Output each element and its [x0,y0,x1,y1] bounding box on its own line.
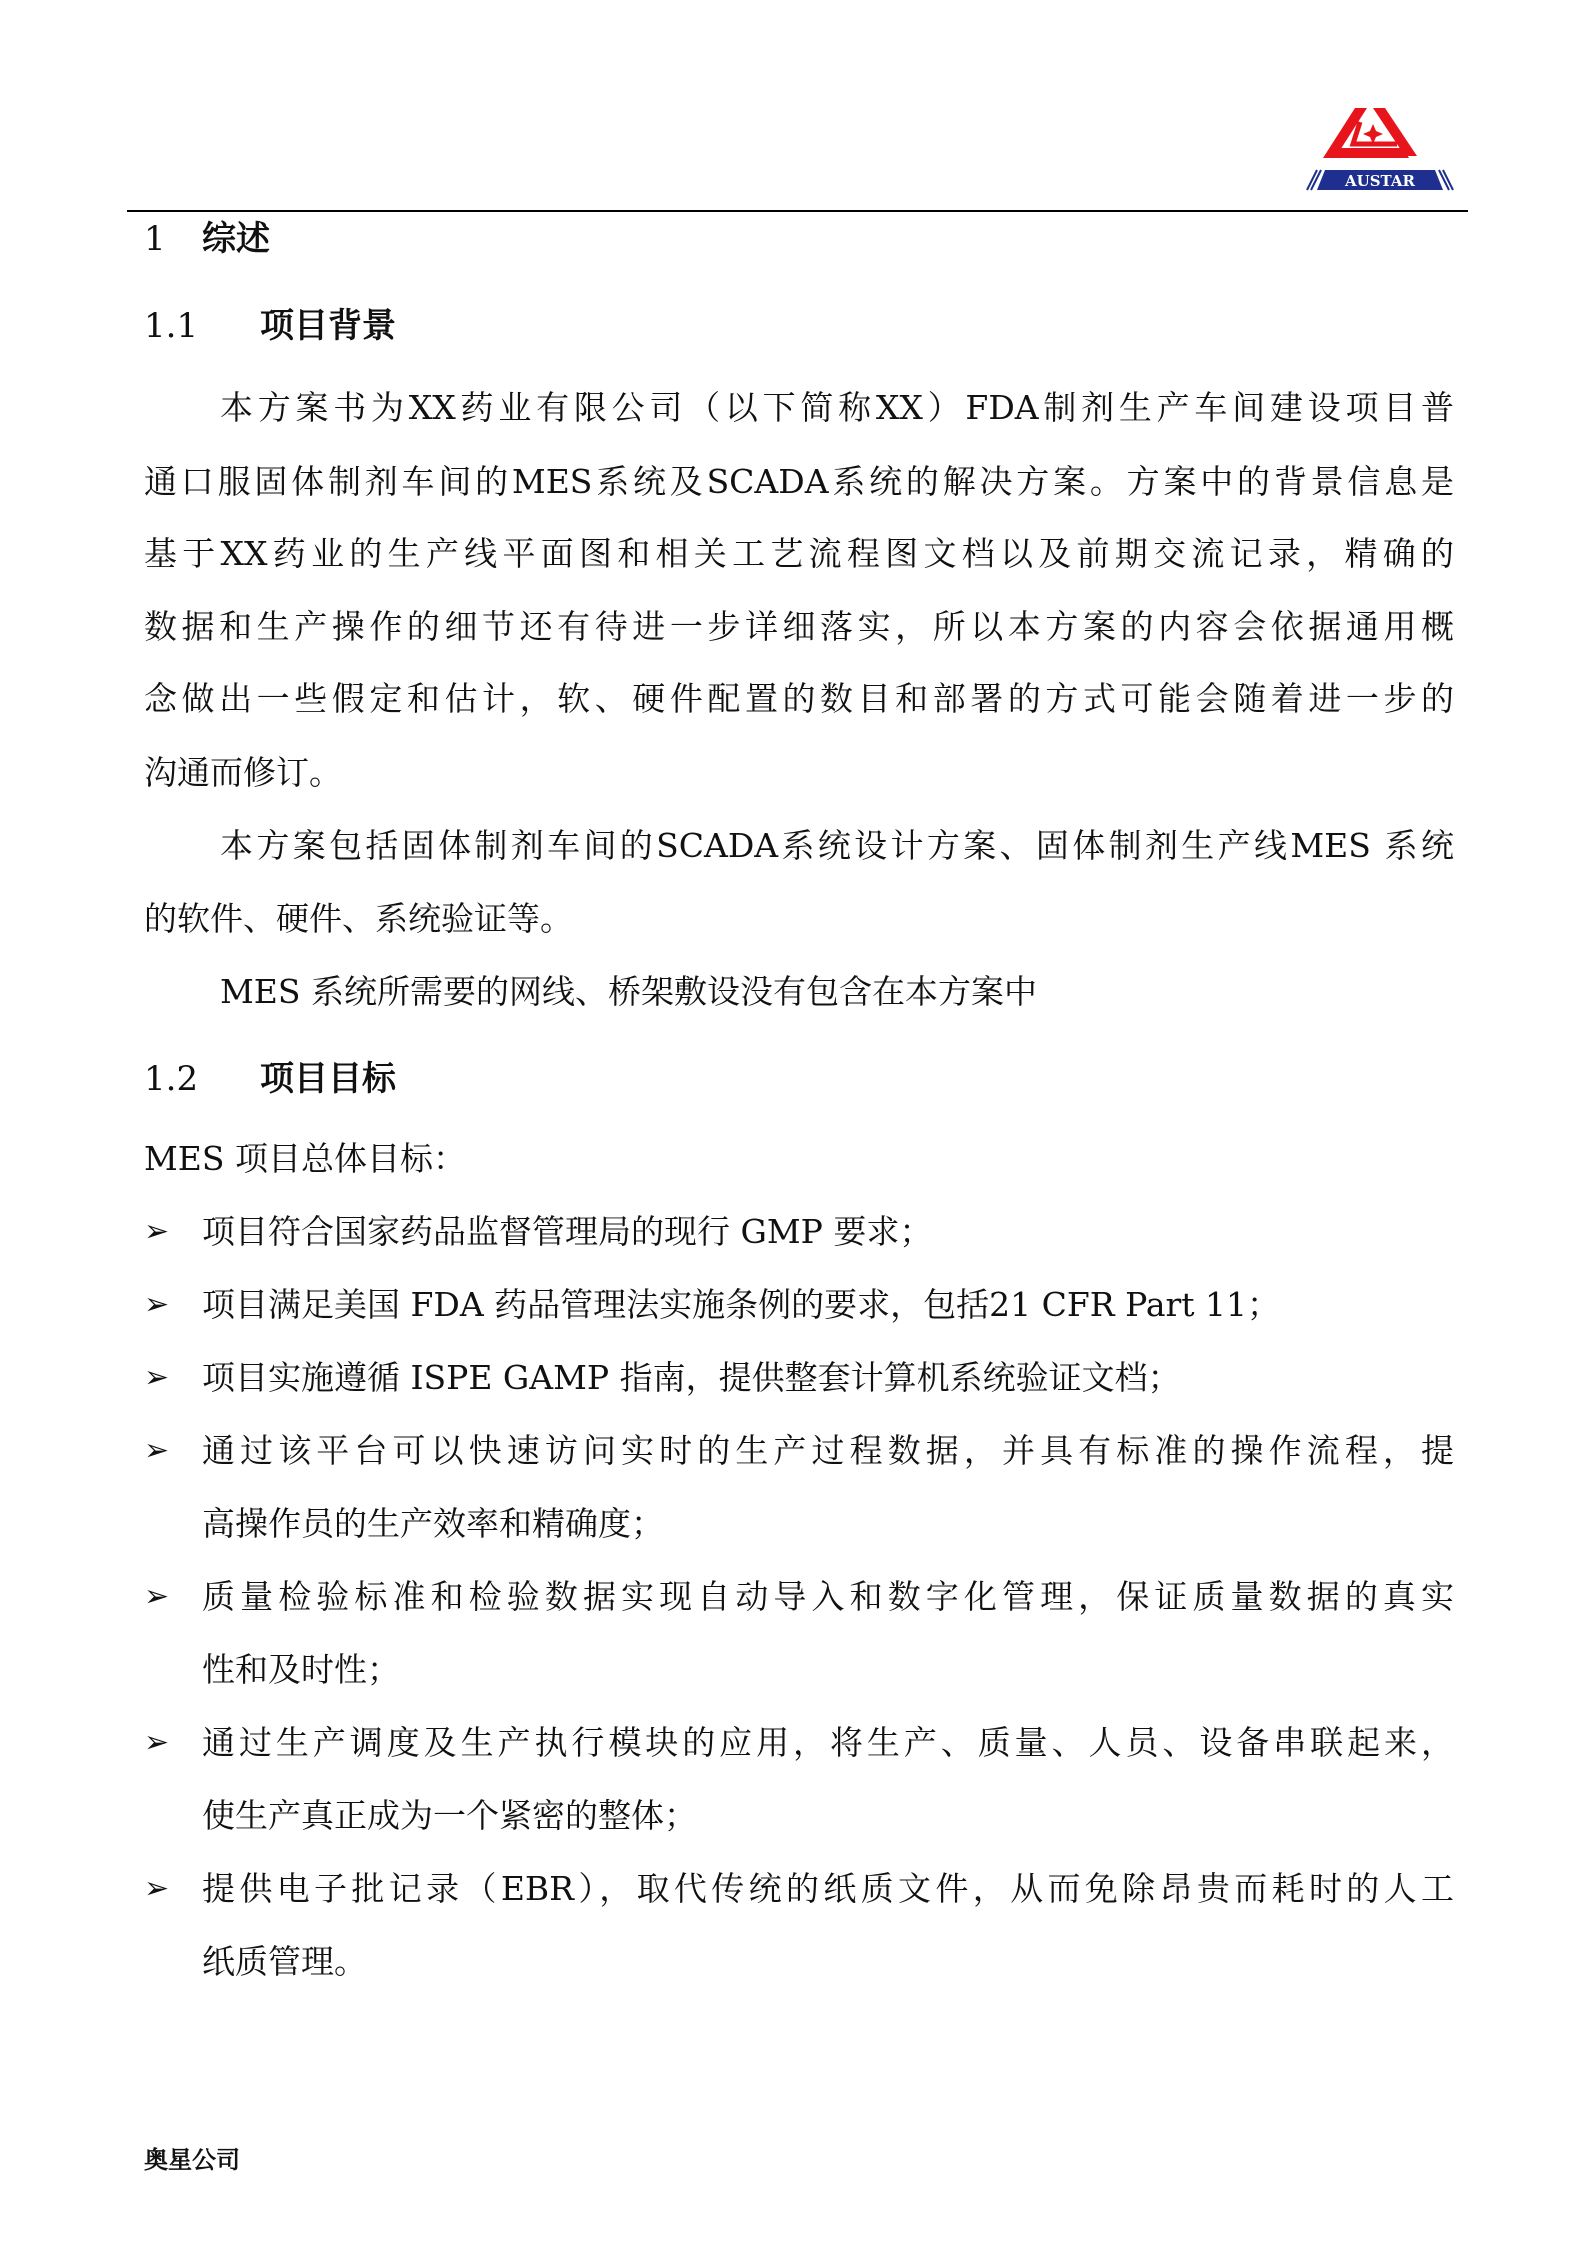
para1-line: 念做出一些假定和估计，软、硬件配置的数目和部署的方式可能会随着进一步的 [144,679,1454,718]
arrow-bullet-icon: ➢ [144,1433,170,1468]
bullet-text: 质量检验标准和检验数据实现自动导入和数字化管理，保证质量数据的真实 [202,1577,1454,1616]
heading-number: 1 [144,219,166,259]
heading-title: 综述 [202,219,270,259]
heading-1-2 [144,1059,1454,1099]
bullet-text-continued: 性和及时性； [202,1650,400,1689]
bullet-text: 提供电子批记录（EBR），取代传统的纸质文件，从而免除昂贵而耗时的人工 [202,1869,1454,1908]
arrow-bullet-icon: ➢ [144,1871,170,1906]
heading-number: 1.2 [144,1059,199,1099]
para1-line: 基于XX药业的生产线平面图和相关工艺流程图文档以及前期交流记录，精确的 [144,534,1454,573]
bullet-text: 项目满足美国 FDA 药品管理法实施条例的要求，包括21 CFR Part 11； [202,1285,1281,1324]
bullet-text: 项目符合国家药品监督管理局的现行 GMP 要求； [202,1212,933,1251]
para1-line: 数据和生产操作的细节还有待进一步详细落实，所以本方案的内容会依据通用概 [144,607,1454,646]
bullet-text: 通过生产调度及生产执行模块的应用，将生产、质量、人员、设备串联起来， [202,1723,1454,1762]
bullet-text-continued: 高操作员的生产效率和精确度； [202,1504,664,1543]
austar-logo [1305,100,1455,200]
svg-text:AUSTAR: AUSTAR [1345,172,1415,190]
bullet-text: 通过该平台可以快速访问实时的生产过程数据，并具有标准的操作流程，提 [202,1431,1454,1470]
heading-1 [144,219,1454,259]
para1-line: 通口服固体制剂车间的MES系统及SCADA系统的解决方案。方案中的背景信息是 [144,462,1454,501]
arrow-bullet-icon: ➢ [144,1725,170,1760]
heading-number: 1.1 [144,306,199,346]
arrow-bullet-icon: ➢ [144,1287,170,1322]
para2-line: 的软件、硬件、系统验证等。 [144,899,573,938]
para2-line: 本方案包括固体制剂车间的SCADA系统设计方案、固体制剂生产线MES 系统 [220,826,1454,865]
header-rule [127,210,1468,212]
arrow-bullet-icon: ➢ [144,1214,170,1249]
para1-line: 本方案书为XX药业有限公司（以下简称XX）FDA制剂生产车间建设项目普 [220,388,1454,427]
heading-title: 项目目标 [260,1059,396,1099]
heading-title: 项目背景 [260,306,396,346]
bullet-text-continued: 使生产真正成为一个紧密的整体； [202,1796,697,1835]
para3: MES 系统所需要的网线、桥架敷设没有包含在本方案中 [220,972,1037,1011]
bullet-text: 项目实施遵循 ISPE GAMP 指南，提供整套计算机系统验证文档； [202,1358,1181,1397]
footer-company: 奥星公司 [144,2146,240,2174]
arrow-bullet-icon: ➢ [144,1579,170,1614]
goals-intro: MES 项目总体目标： [144,1139,466,1178]
bullet-text-continued: 纸质管理。 [202,1942,367,1981]
para1-line: 沟通而修订。 [144,753,342,792]
arrow-bullet-icon: ➢ [144,1360,170,1395]
heading-1-1 [144,306,1454,346]
